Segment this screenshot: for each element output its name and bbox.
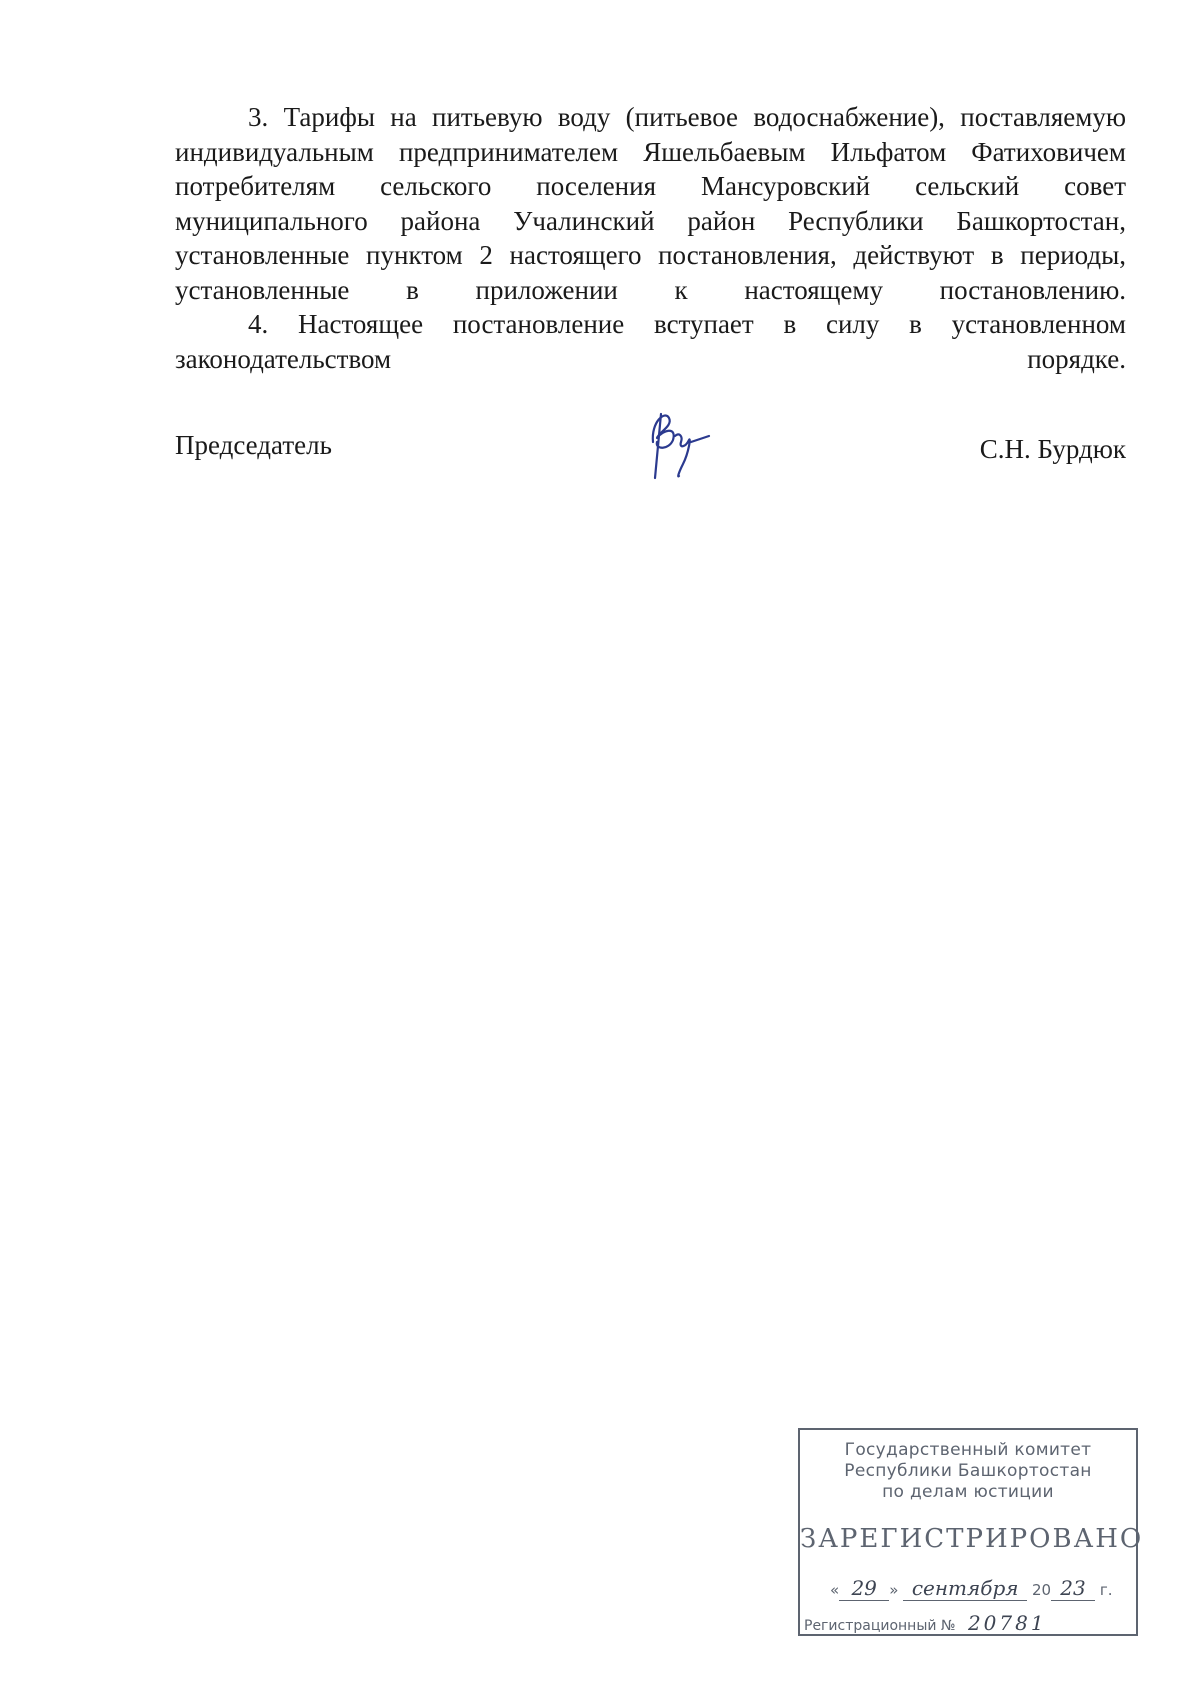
stamp-date	[830, 1576, 1112, 1601]
signatory-name: С.Н. Бурдюк	[979, 434, 1126, 464]
paragraph-3	[175, 100, 1126, 307]
paragraph-3-line-2: индивидуальным предпринимателем Яшельбаевым Ильфатом Фатиховичем	[175, 136, 1126, 167]
stamp-status: ЗАРЕГИСТРИРОВАНО	[800, 1524, 1144, 1554]
stamp-date-year-unit: г.	[1099, 1581, 1113, 1599]
stamp-date-year: 23	[1051, 1576, 1095, 1601]
document-body	[175, 100, 1126, 376]
paragraph-3-line-3: потребителям сельского поселения Мансуровский сельский совет	[175, 171, 1126, 201]
stamp-org-line-2: Республики Башкортостан	[844, 1461, 1092, 1481]
handwritten-signature	[633, 392, 723, 482]
paragraph-4-line-1: 4. Настоящее постановление вступает в силу в установленном	[248, 309, 1126, 339]
stamp-date-month: сентября	[903, 1576, 1027, 1601]
stamp-org-line-3: по делам юстиции	[882, 1482, 1054, 1502]
stamp-date-day: 29	[839, 1576, 889, 1601]
registration-stamp	[798, 1428, 1144, 1636]
paragraph-3-line-4: муниципального района Учалинский район Республики Башкортостан,	[175, 205, 1126, 236]
stamp-organization	[800, 1440, 1136, 1503]
paragraph-4	[175, 307, 1126, 376]
paragraph-4-line-2: законодательством порядке.	[175, 343, 1126, 374]
stamp-reg-label: Регистрационный №	[804, 1618, 956, 1634]
stamp-registration-number	[804, 1611, 1138, 1636]
paragraph-3-line-5: установленные пунктом 2 настоящего постановления, действуют в периоды,	[175, 240, 1126, 270]
paragraph-3-line-6: установленные в приложении к настоящему постановлению.	[175, 274, 1126, 305]
signature-block	[175, 420, 1126, 480]
stamp-date-open-quote: «	[830, 1581, 840, 1599]
stamp-date-close-quote: »	[889, 1581, 899, 1599]
stamp-date-year-prefix: 20	[1031, 1581, 1052, 1599]
signatory-title: Председатель	[175, 430, 332, 460]
stamp-reg-number: 20781	[960, 1611, 1138, 1636]
paragraph-3-line-1: 3. Тарифы на питьевую воду (питьевое водоснабжение), поставляемую	[248, 102, 1126, 132]
stamp-org-line-1: Государственный комитет	[844, 1440, 1092, 1460]
